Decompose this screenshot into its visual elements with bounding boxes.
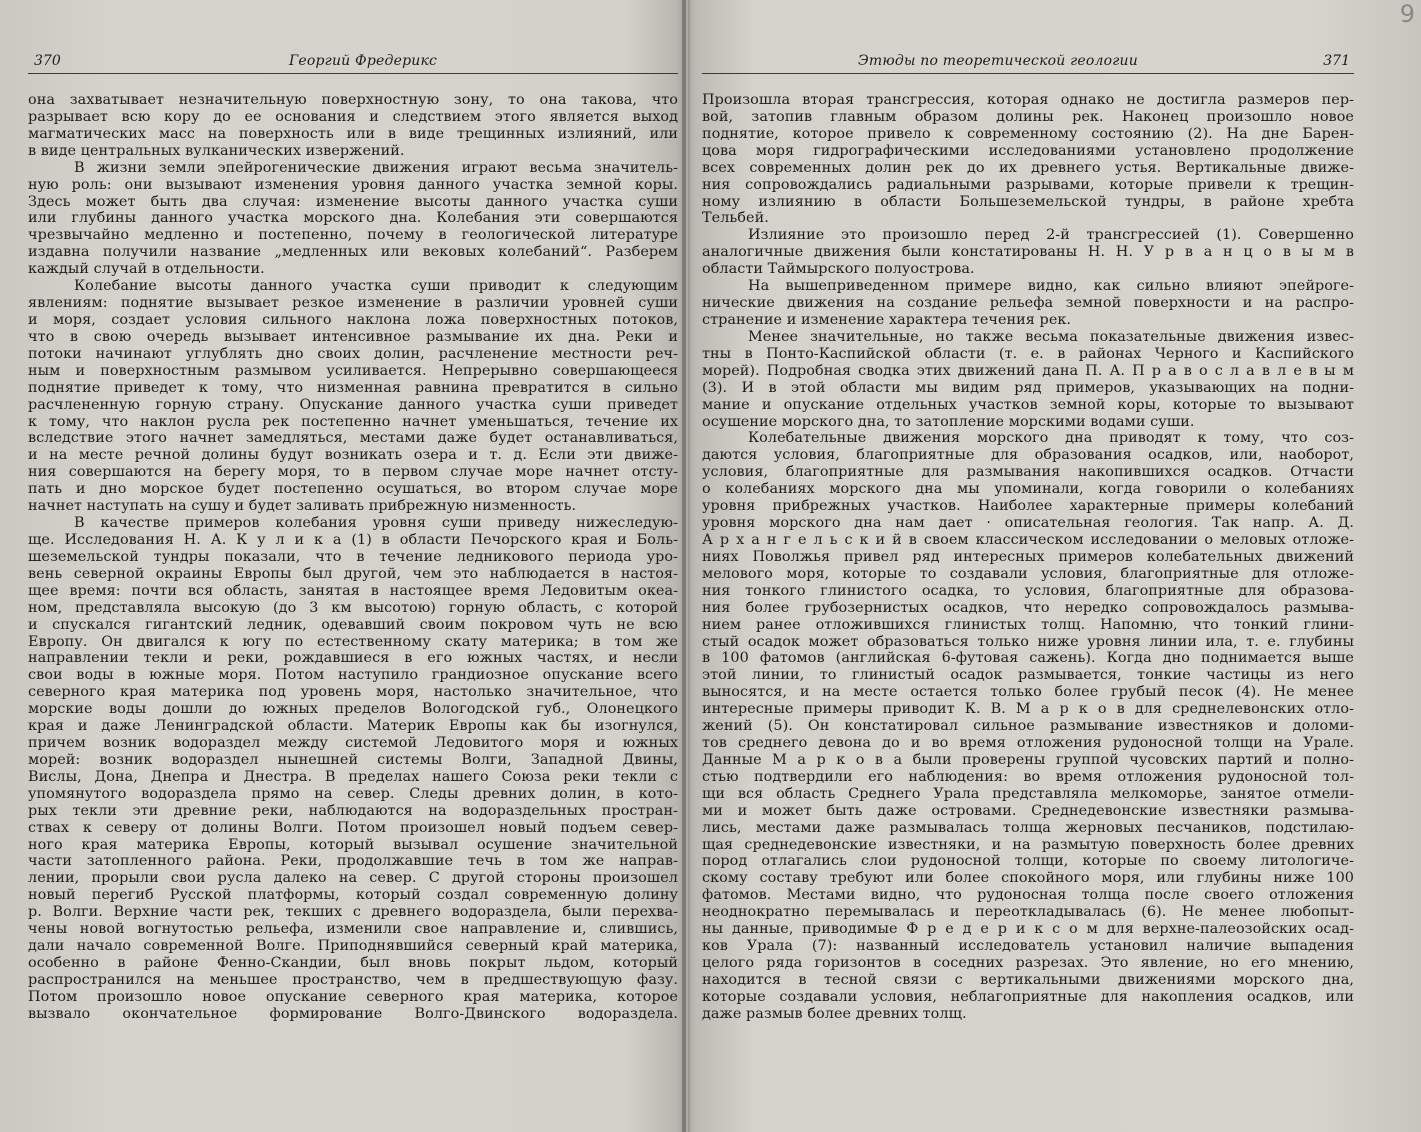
text-line: ще. Исследования Н. А. К у л и к а (1) в области Печорского края и Боль- [28,531,678,548]
text-line: пать и дно морское будет постепенно осушаться, во втором случае море [28,481,678,498]
text-line: ствах к северу от долины Волги. Потом произошел новый подъем север- [28,819,678,836]
text-line: и моря, создает условия сильного наклона ложа поверхностных потоков, [28,311,678,328]
text-line: свои воды в южные моря. Потом наступило грандиозное опускание всего [28,667,678,684]
text-line: морей: возник водораздел нынешней системы Волги, Западной Двины, [28,751,678,768]
right-page [702,0,1354,1132]
text-line: странение и изменение характера течения рек. [702,311,1072,328]
text-line: ному излиянию в области Большеземельской тундры, в районе хребта [702,193,1354,210]
text-line: лись, местами даже размывалась толща жерновых песчаников, подстилаю- [702,819,1354,836]
text-line: она захватывает незначительную поверхностную зону, то она такова, что [28,92,678,108]
text-line: и спускался гигантский ледник, одевавший своим покровом чуть не всю [28,616,678,633]
text-line: явлениям: поднятие вызывает резкое изменение в различии уровней суши [28,295,678,312]
running-title-left: Георгий Фредерикс [288,53,438,69]
text-line: области Таймырского полуострова. [702,261,975,278]
text-line: мание и опускание отдельных участков земной коры, которые то вызывают [702,396,1354,413]
text-line: ны данные, приводимые Ф р е д е р и к с о м для верхне-палеозойских осад- [702,921,1354,938]
text-line: фатомов. Местами видно, что рудоносная толща после своего отложения [702,887,1354,904]
body-text-right [702,92,1354,1023]
text-line: стый осадок может образоваться только ниже уровня линии ила, т. е. глубины [702,633,1354,650]
text-line: находится в тесной связи с вертикальными движениями морского дна, [702,971,1354,988]
text-line: вень северной окраины Европы был другой, чем это наблюдается в настоя- [28,565,678,582]
text-line: потоки начинают углублять дно своих долин, расчленение местности реч- [28,345,678,362]
text-line: ниях Поволжья привел ряд интересных примеров колебательных движений [702,548,1354,565]
text-line: скому составу требуют или более спокойного моря, или глубины ниже 100 [702,870,1354,887]
text-line: дали начало современной Волге. Приподнявшийся северный край материка, [28,938,678,955]
text-line: что в свою очередь вызывает интенсивное размывание их дна. Реки и [28,328,678,345]
text-line: морские воды дошли до южных пределов Вологодской губ., Олонецкого [28,701,678,718]
text-line: магматических масс на поверхность или в виде трещинных излияний, или [28,125,678,142]
text-line: или глубины данного участка морского дна. Колебания эти совершаются [28,210,678,227]
text-line: щая среднедевонские известняки, и на размытую поверхность более древних [702,836,1354,853]
text-line: уровня морского дна нам дает · описательная геология. Так напр. А. Д. [702,515,1354,532]
text-line: Потом произошло новое опускание северного края материка, которое [28,988,678,1005]
text-line: части затопленного района. Реки, продолжавшие течь в том же направ- [28,853,678,870]
text-line: ков Урала (7): названный исследователь установил наличие выпадения [702,938,1354,955]
text-line: В жизни земли эпейрогенические движения играют весьма значитель- [74,159,678,176]
text-line: этой линии, то глинистый осадок размывается, тонкие частицы из него [702,667,1354,684]
text-line: и на месте речной долины будут возникать озера и т. д. Если эти движе- [28,447,678,464]
corner-pencil-mark: 9 [1399,0,1415,28]
text-line: щее время: почти вся область, занятая в настоящее время Ледовитым океа- [28,582,678,599]
text-line: пород отлагались слои рудоносной толщи, которые по своему литологиче- [702,853,1354,870]
text-line: Колебание высоты данного участка суши приводит к следующим [74,278,678,295]
text-line: начнет наступать на сушу и будет заливать прибрежную низменность. [28,498,577,515]
text-line: В качестве примеров колебания уровня суши приведу нижеследую- [74,515,678,532]
text-line: расчлененную горную страну. Опускание данного участка суши приведет [28,396,678,413]
text-line: целого ряда горизонтов в соседних разрезах. Это явление, но его мнению, [702,955,1354,972]
book-gutter-shadow [688,0,690,1132]
text-line: Колебательные движения морского дна приводят к тому, что соз- [748,430,1354,447]
text-line: Тельбей. [702,210,769,227]
text-line: причем возник водораздел между системой Ледовитого моря и южных [28,735,678,752]
left-page [28,0,678,1132]
text-line: интересные примеры приводит К. В. М а р к о в для среднелевонских отло- [702,701,1354,718]
running-title-right: Этюды по теоретической геологии [858,53,1138,69]
text-line: Излияние это произошло перед 2-й трансгрессией (1). Совершенно [748,227,1354,244]
text-line: тны в Понто-Каспийской области (т. е. в районах Черного и Каспийского [702,345,1354,362]
text-line: неоднократно перемывалась и переоткладывалась (6). Не менее любопыт- [702,904,1354,921]
text-line: Данные М а р к о в а были проверены группой чусовских партий и полно- [702,751,1354,768]
text-line: ми и может быть даже островами. Среднедевонские известняки размыва- [702,802,1354,819]
text-line: края и даже Ленинградской области. Материк Европы как бы изогнулся, [28,718,678,735]
text-line: осушение морского дна, то затопление морскими водами суши. [702,413,1195,430]
text-line: к тому, что наклон русла рек постепенно начнет уменьшаться, течение их [28,413,678,430]
text-line: всех современных долин рек до их древнего устья. Вертикальные движе- [702,159,1354,176]
text-line: ния сопровождались радиальными разрывами, которые привели к трещин- [702,176,1354,193]
text-line: уровня прибрежных участков. Наиболее характерные примеры колебаний [702,498,1354,515]
text-line: вследствие этого начнет замедляться, местами даже будет останавливаться, [28,430,678,447]
text-line: На вышеприведенном примере видно, как сильно влияют эпейроге- [748,278,1354,295]
text-line: северного края материка под уровень моря, настолько значительное, что [28,684,678,701]
text-line: даются условия, благоприятные для образования осадков, или, наоборот, [702,447,1354,464]
text-line: распространился на меньшее пространство, чем в предшествующую фазу. [28,971,678,988]
text-line: направлении текли и реки, рождавшиеся в его южных частях, и несли [28,650,678,667]
text-line: упомянутого водораздела прямо на север. Следы древних долин, в кото- [28,785,678,802]
text-line: тов среднего девона до и во время отложения рудоносной толщи на Урале. [702,735,1354,752]
text-line: жений (5). Он констатировал сильное размывание известняков и доломи- [702,718,1354,735]
text-line: о колебаниях морского дна мы упоминали, когда говорили о колебаниях [702,481,1354,498]
text-line: Европу. Он двигался к югу по естественному скату материка; в том же [28,633,678,650]
text-line: нические движения на создание рельефа земной поверхности и на распро- [702,295,1354,312]
text-line: ния тонкого глинистого осадка, то условия, благоприятные для образова- [702,582,1354,599]
running-head-left [28,53,678,74]
text-line: Менее значительные, но также весьма показательные движения извес- [748,328,1354,345]
text-line: каждый случай в отдельности. [28,261,265,278]
text-line: выносятся, и на месте остается только более грубый песок (4). Не менее [702,684,1354,701]
text-line: р. Волги. Верхние части рек, текших с древнего водораздела, были перехва- [28,904,678,921]
text-line: нием ранее отложившихся глинистых толщ. Напомню, что тонкий глини- [702,616,1354,633]
text-line: чены новой вогнутостью рельефа, изменили свое направление и, слившись, [28,921,678,938]
text-line: щи вся область Среднего Урала представляла мелкоморье, занятое отмели- [702,785,1354,802]
book-gutter [682,0,686,1132]
text-line: Произошла вторая трансгрессия, которая однако не достигла размеров пер- [702,92,1354,108]
text-line: Здесь может быть два случая: изменение высоты данного участка суши [28,193,678,210]
text-line: ния более грубозернистых осадков, что нередко сопровождалось размыва- [702,599,1354,616]
text-line: разрывает всю кору до ее основания и следствием этого является выход [28,108,678,125]
text-line: чрезвычайно медленно и постепенно, почему в геологической литературе [28,227,678,244]
page-number-right: 371 [1323,53,1350,69]
text-line: морей). Подробная сводка этих движений дана П. А. П р а в о с л а в л е в ы м [702,362,1354,379]
text-line: рых текли эти древние реки, наблюдаются на водораздельных простран- [28,802,678,819]
text-line: в виде центральных вулканических извержений. [28,142,405,159]
text-line: поднятие приведет к тому, что низменная равнина превратится в сильно [28,379,678,396]
text-line: условия, благоприятные для размывания накопившихся осадков. Отчасти [702,464,1354,481]
text-line: мелового моря, которые то создавали условия, благоприятные для отложе- [702,565,1354,582]
body-text-left [28,92,678,1023]
text-line: которые создавали условия, неблагоприятные для накопления осадков, или [702,988,1354,1005]
text-line: вой, затопив главным образом долины рек. Наконец произошло новое [702,108,1354,125]
text-line: ного края материка Европы, который вызывал осушение значительной [28,836,678,853]
text-line: лении, прорыли свои русла далеко на север. С другой стороны произошел [28,870,678,887]
text-line: особенно в районе Фенно-Скандии, был вновь покрыт льдом, который [28,955,678,972]
text-line: (3). И в этой области мы видим ряд примеров, указывающих на подни- [702,379,1354,396]
text-line: А р х а н г е л ь с к и й в своем классическом исследовании о меловых отложе- [702,531,1354,548]
running-head-right [702,53,1354,74]
text-line: вызвало окончательное формирование Волго-Двинского водораздела. [28,1005,678,1022]
text-line: ную роль: они вызывают изменения уровня данного участка земной коры. [28,176,678,193]
text-line: ным и поверхностным размывом усиливается. Непрерывно совершающееся [28,362,678,379]
text-line: ния совершаются на берегу моря, то в первом случае море начнет отсту- [28,464,678,481]
page-number-left: 370 [34,53,61,69]
text-line: Вислы, Дона, Днепра и Днестра. В пределах нашего Союза реки текли с [28,768,678,785]
text-line: в 100 фатомов (английская 6-футовая сажень). Когда дно поднимается выше [702,650,1354,667]
text-line: ном, представляла высокую (до 3 км высотою) горную область, с которой [28,599,678,616]
text-line: поднятие, которое привело к современному состоянию (2). На дне Барен- [702,125,1354,142]
text-line: новый перегиб Русской платформы, который создал современную долину [28,887,678,904]
text-line: стью подтвердили его наблюдения: во время отложения рудоносной тол- [702,768,1354,785]
text-line: издавна получили название „медленных или вековых колебаний“. Разберем [28,244,678,261]
text-line: даже размыв более древних толщ. [702,1005,967,1022]
text-line: шеземельской тундры показали, что в течение ледникового периода уро- [28,548,678,565]
text-line: цова моря гидрографическими исследованиями установлено продолжение [702,142,1354,159]
text-line: аналогичные движения были констатированы Н. Н. У р в а н ц о в ы м в [702,244,1354,261]
